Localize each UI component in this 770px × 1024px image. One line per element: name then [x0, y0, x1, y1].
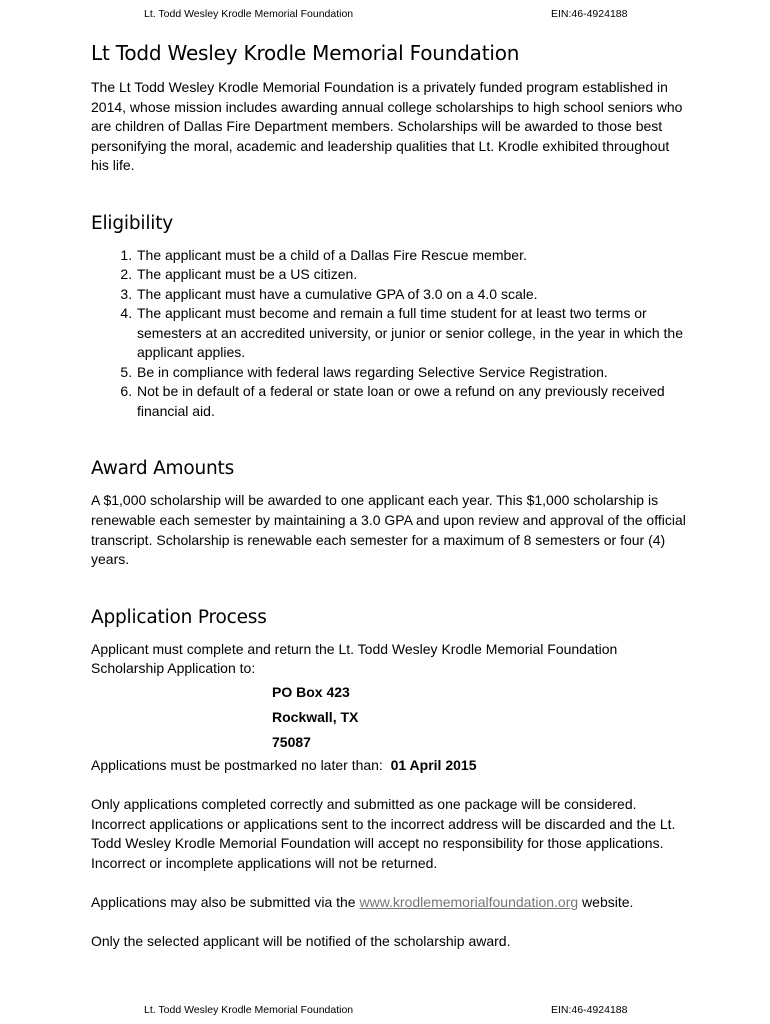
eligibility-list	[91, 246, 691, 422]
mailing-address	[91, 680, 691, 755]
eligibility-item: 6. Not be in default of a federal or state loan or owe a refund on any previously received financial aid.	[136, 382, 691, 421]
eligibility-item: 2. The applicant must be a US citizen.	[136, 265, 691, 285]
deadline-text: Applications must be postmarked no later than:	[91, 757, 383, 774]
address-line-2: Rockwall, TX	[272, 709, 359, 726]
application-heading: Application Process	[91, 606, 267, 628]
deadline-line	[91, 756, 691, 776]
eligibility-item: 5. Be in compliance with federal laws regarding Selective Service Registration.	[136, 363, 691, 383]
header-ein: EIN:46-4924188	[551, 8, 628, 20]
application-intro: Applicant must complete and return the Lt. Todd Wesley Krodle Memorial Foundation Scholarship Application to:	[91, 640, 618, 677]
eligibility-item: 3. The applicant must have a cumulative GPA of 3.0 on a 4.0 scale.	[136, 285, 691, 305]
page-header	[0, 6, 770, 22]
foundation-website-link[interactable]: www.krodlememorialfoundation.org	[359, 894, 579, 911]
header-org-name: Lt. Todd Wesley Krodle Memorial Foundation	[144, 8, 354, 20]
eligibility-heading: Eligibility	[91, 212, 174, 234]
deadline-date: 01 April 2015	[390, 757, 477, 774]
eligibility-section	[91, 210, 691, 422]
online-suffix: website.	[582, 894, 634, 911]
online-submission-line	[91, 893, 691, 913]
intro-paragraph: The Lt Todd Wesley Krodle Memorial Foundation is a privately funded program established in 2014, whose mission includes awarding annual college scholarships to high school seniors who are children of Dallas Fire Department members. Scholarships will be awarded to those best personifying the moral, academic and leadership qualities that Lt. Krodle exhibited throughout his life.	[91, 79, 683, 174]
application-section	[91, 604, 691, 952]
award-section	[91, 455, 691, 569]
page-footer	[0, 1002, 770, 1018]
document-title: Lt Todd Wesley Krodle Memorial Foundation	[91, 41, 520, 65]
notification-note: Only the selected applicant will be notified of the scholarship award.	[91, 933, 511, 950]
address-line-3: 75087	[272, 734, 311, 751]
footer-org-name: Lt. Todd Wesley Krodle Memorial Foundation	[144, 1004, 354, 1016]
document-body	[91, 38, 691, 952]
award-paragraph: A $1,000 scholarship will be awarded to one applicant each year. This $1,000 scholarship is renewable each semester by maintaining a 3.0 GPA and upon review and approval of the official transcript. Scholarship is renewable each semester for a maximum of 8 semesters or four (4) years.	[91, 492, 686, 568]
eligibility-item: 1. The applicant must be a child of a Dallas Fire Rescue member.	[136, 246, 691, 266]
eligibility-item: 4. The applicant must become and remain a full time student for at least two terms or semesters at an accredited university, or junior or senior college, in the year in which the applicant applies.	[136, 304, 691, 363]
online-prefix: Applications may also be submitted via the	[91, 894, 356, 911]
award-heading: Award Amounts	[91, 458, 235, 480]
footer-ein: EIN:46-4924188	[551, 1004, 628, 1016]
address-line-1: PO Box 423	[272, 684, 350, 701]
package-note: Only applications completed correctly and submitted as one package will be considered. Incorrect applications or applications sent to the incorrect address will be discarded and the Lt. Todd Wesley Krodle Memorial Foundation will accept no responsibility for those applications. Incorrect or incomplete applications will not be returned.	[91, 796, 676, 871]
